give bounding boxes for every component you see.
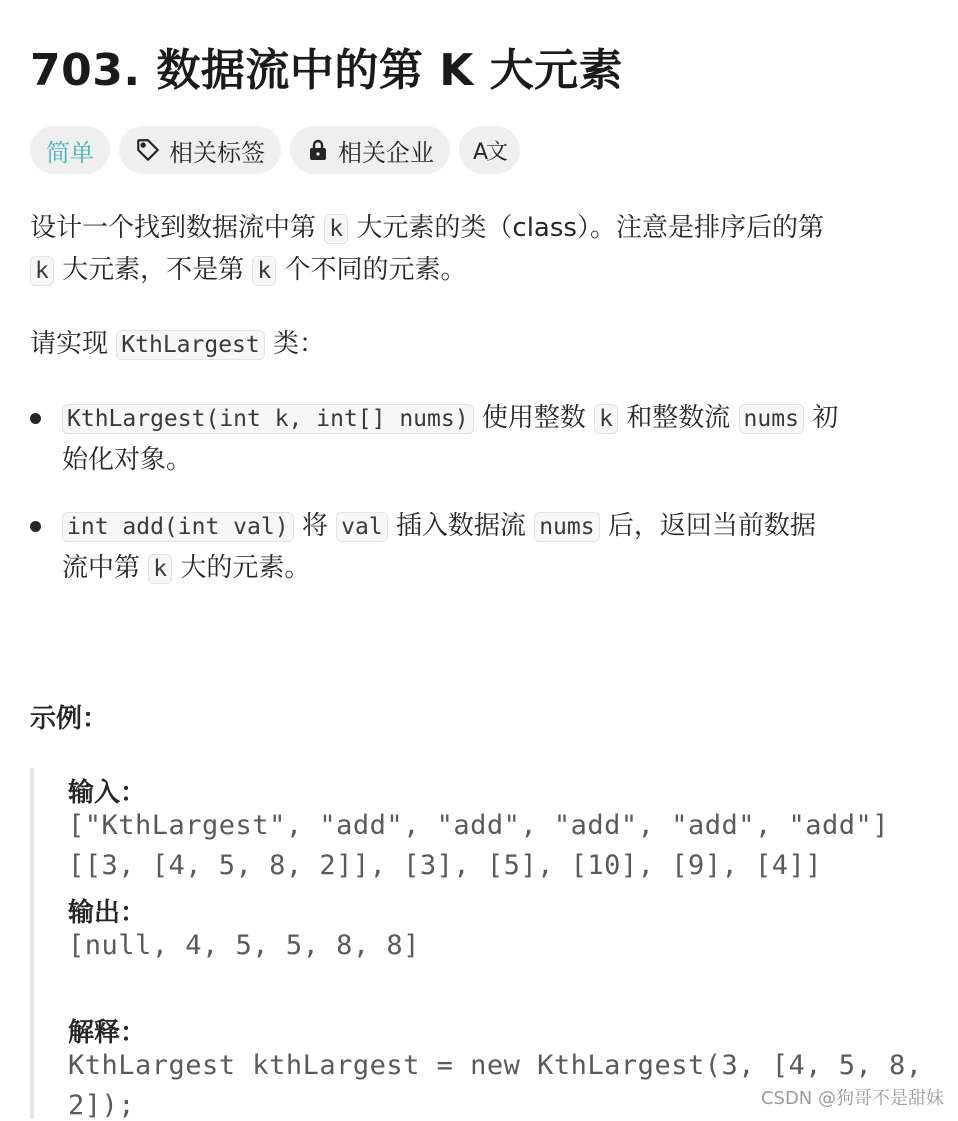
inline-code-nums: nums [739, 404, 804, 434]
translate-button[interactable] [459, 126, 520, 174]
output-line: [null, 4, 5, 5, 8, 8] [68, 930, 420, 961]
inline-code-k: k [30, 256, 54, 286]
inline-code-k: k [148, 554, 172, 584]
related-topics-button[interactable] [119, 126, 281, 174]
bullet-1-line-1: KthLargest(int k, int[] nums) 使用整数 k 和整数流 nums 初 [62, 397, 838, 440]
output-label: 输出： [68, 898, 147, 928]
inline-code-class: KthLargest [116, 330, 264, 360]
translate-icon: A文 [473, 139, 507, 165]
watermark: CSDN @狗哥不是甜妹 [760, 1088, 944, 1109]
inline-code-k: k [594, 404, 618, 434]
bullet-dot [30, 413, 41, 424]
description-line-2: k 大元素，不是第 k 个不同的元素。 [30, 249, 467, 292]
inline-code-nums: nums [534, 512, 599, 542]
inline-code-k: k [252, 256, 276, 286]
inline-code-val: val [336, 512, 388, 542]
explanation-line-1: KthLargest kthLargest = new KthLargest(3, [4, 5, 8, [68, 1050, 923, 1081]
explanation-label: 解释： [68, 1018, 147, 1048]
difficulty-badge[interactable] [30, 126, 110, 174]
implement-instruction: 请实现 KthLargest 类： [30, 329, 326, 359]
bullet-1-line-2: 始化对象。 [62, 445, 193, 475]
related-companies-label: 相关企业 [338, 138, 434, 167]
bullet-2-line-1: int add(int val) 将 val 插入数据流 nums 后，返回当前数据 [62, 505, 816, 548]
inline-code-add: int add(int val) [62, 512, 294, 542]
problem-title: 703. 数据流中的第 K 大元素 [30, 45, 624, 96]
related-companies-button[interactable] [290, 126, 450, 174]
input-label: 输入： [68, 778, 147, 808]
example-block [30, 768, 958, 1121]
input-line-1: ["KthLargest", "add", "add", "add", "add", "add"] [68, 810, 890, 841]
tag-bar [30, 126, 520, 174]
related-topics-label: 相关标签 [169, 138, 265, 167]
difficulty-label: 简单 [46, 138, 94, 167]
example-heading: 示例： [30, 704, 109, 734]
input-line-2: [[3, [4, 5, 8, 2]], [3], [5], [10], [9], [4]] [68, 850, 822, 881]
inline-code-constructor: KthLargest(int k, int[] nums) [62, 404, 474, 434]
bullet-2-line-2: 流中第 k 大的元素。 [62, 553, 311, 583]
tag-icon [135, 137, 161, 163]
bullet-dot [30, 521, 41, 532]
inline-code-k: k [324, 214, 348, 244]
explanation-line-2: 2]); [68, 1090, 136, 1121]
description-line-1: 设计一个找到数据流中第 k 大元素的类（class）。注意是排序后的第 [30, 213, 824, 243]
lock-icon [306, 138, 330, 162]
